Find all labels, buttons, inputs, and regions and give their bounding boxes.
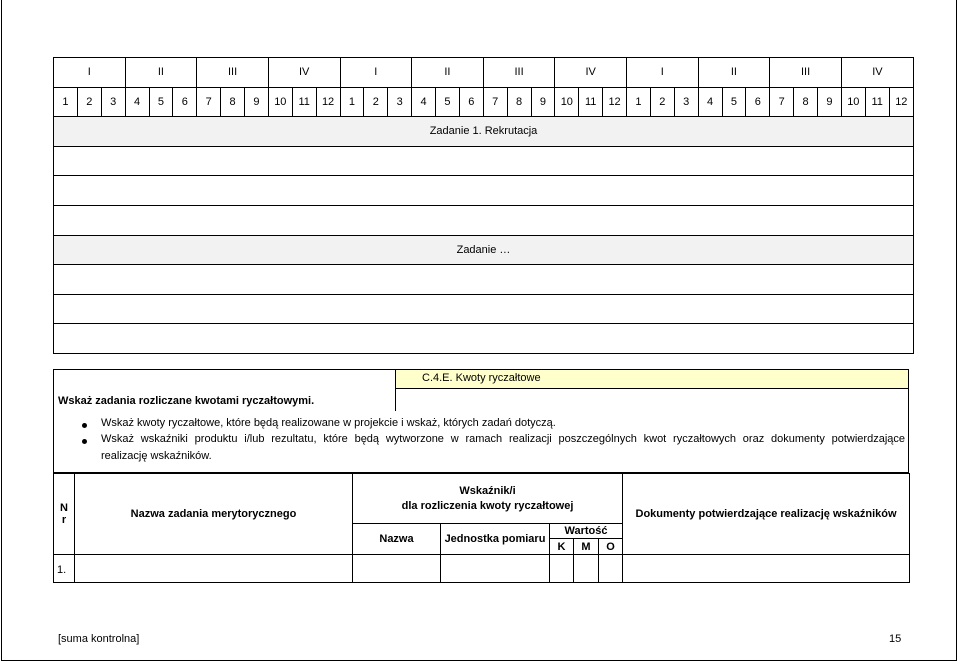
month-header: 11 bbox=[292, 87, 316, 117]
month-header: 3 bbox=[101, 87, 125, 117]
blank-row[interactable] bbox=[54, 146, 914, 176]
blank-row[interactable] bbox=[54, 265, 914, 295]
value-k-header: K bbox=[550, 539, 574, 555]
row-number: 1. bbox=[54, 555, 75, 583]
indicator-header-line2: dla rozliczenia kwoty ryczałtowej bbox=[401, 500, 574, 512]
blank-row[interactable] bbox=[54, 176, 914, 206]
lump-sum-section bbox=[53, 369, 909, 473]
month-header: 10 bbox=[268, 87, 292, 117]
value-m-header: M bbox=[574, 539, 599, 555]
month-header: 4 bbox=[698, 87, 722, 117]
month-header: 8 bbox=[221, 87, 245, 117]
month-header: 1 bbox=[627, 87, 651, 117]
unit-header: Jednostka pomiaru bbox=[441, 524, 550, 555]
month-header: 1 bbox=[340, 87, 364, 117]
month-header: 3 bbox=[388, 87, 412, 117]
schedule-table bbox=[53, 57, 914, 354]
month-header: 2 bbox=[650, 87, 674, 117]
guidance-item-2-line2: realizację wskaźników. bbox=[101, 450, 212, 462]
month-header: 4 bbox=[412, 87, 436, 117]
quarter-header: IV bbox=[841, 58, 913, 88]
month-header: 5 bbox=[149, 87, 173, 117]
nr-header-line2: r bbox=[61, 514, 67, 526]
section-guidance bbox=[54, 411, 908, 473]
indicator-header-line1: Wskaźnik/i bbox=[459, 485, 516, 497]
month-header: 11 bbox=[579, 87, 603, 117]
section-title-cell bbox=[396, 370, 908, 389]
month-header: 9 bbox=[531, 87, 555, 117]
month-header: 7 bbox=[483, 87, 507, 117]
quarter-header-row bbox=[54, 58, 914, 88]
indicators-table bbox=[53, 473, 910, 583]
quarter-header: III bbox=[483, 58, 555, 88]
month-header: 7 bbox=[770, 87, 794, 117]
month-header: 3 bbox=[674, 87, 698, 117]
month-header: 7 bbox=[197, 87, 221, 117]
value-o-cell[interactable] bbox=[599, 555, 623, 583]
indicator-name-cell[interactable] bbox=[353, 555, 441, 583]
month-header: 10 bbox=[555, 87, 579, 117]
month-header: 12 bbox=[316, 87, 340, 117]
quarter-header: II bbox=[698, 58, 770, 88]
month-header: 4 bbox=[125, 87, 149, 117]
month-header: 8 bbox=[507, 87, 531, 117]
section-instruction: Wskaż zadania rozliczane kwotami ryczałtowymi. bbox=[58, 395, 315, 407]
documents-cell[interactable] bbox=[623, 555, 910, 583]
quarter-header: IV bbox=[555, 58, 627, 88]
month-header: 11 bbox=[865, 87, 889, 117]
month-header: 6 bbox=[459, 87, 483, 117]
month-header: 5 bbox=[436, 87, 460, 117]
month-header: 12 bbox=[889, 87, 913, 117]
month-header: 12 bbox=[603, 87, 627, 117]
quarter-header: II bbox=[125, 58, 197, 88]
quarter-header: I bbox=[627, 58, 699, 88]
documents-header: Dokumenty potwierdzające realizację wskaźników bbox=[623, 474, 910, 555]
blank-row[interactable] bbox=[54, 324, 914, 354]
indicator-name-header: Nazwa bbox=[353, 524, 441, 555]
value-o-header: O bbox=[599, 539, 623, 555]
value-m-cell[interactable] bbox=[574, 555, 599, 583]
section-instruction-cell bbox=[54, 370, 396, 411]
bullet-icon bbox=[82, 423, 87, 428]
month-header: 9 bbox=[818, 87, 842, 117]
quarter-header: IV bbox=[268, 58, 340, 88]
month-header: 1 bbox=[54, 87, 78, 117]
month-header: 6 bbox=[173, 87, 197, 117]
blank-row[interactable] bbox=[54, 205, 914, 235]
guidance-item-2-line1: Wskaż wskaźniki produktu i/lub rezultatu, które będą wytworzone w ramach realizacji poszczególnych kwot ryczałtowych oraz dokumenty potwierdzające bbox=[101, 433, 905, 445]
month-header: 8 bbox=[794, 87, 818, 117]
month-header: 6 bbox=[746, 87, 770, 117]
task-more-row: Zadanie … bbox=[54, 235, 914, 265]
page-number: 15 bbox=[889, 633, 902, 645]
bullet-icon bbox=[82, 439, 87, 444]
quarter-header: I bbox=[340, 58, 412, 88]
nr-header bbox=[54, 474, 75, 555]
month-header: 2 bbox=[364, 87, 388, 117]
section-title: C.4.E. Kwoty ryczałtowe bbox=[422, 372, 541, 384]
month-header: 9 bbox=[245, 87, 269, 117]
unit-cell[interactable] bbox=[441, 555, 550, 583]
quarter-header: II bbox=[412, 58, 484, 88]
checksum-label: [suma kontrolna] bbox=[58, 633, 140, 645]
month-header-row bbox=[54, 87, 914, 117]
quarter-header: I bbox=[54, 58, 126, 88]
blank-row[interactable] bbox=[54, 294, 914, 324]
month-header: 2 bbox=[77, 87, 101, 117]
value-header: Wartość bbox=[550, 524, 623, 539]
indicator-header bbox=[353, 474, 623, 524]
task-name-header: Nazwa zadania merytorycznego bbox=[75, 474, 353, 555]
month-header: 5 bbox=[722, 87, 746, 117]
value-k-cell[interactable] bbox=[550, 555, 574, 583]
task1-row: Zadanie 1. Rekrutacja bbox=[54, 117, 914, 147]
quarter-header: III bbox=[770, 58, 842, 88]
nr-header-line1: N bbox=[60, 502, 68, 514]
task-name-cell[interactable] bbox=[75, 555, 353, 583]
guidance-item-1: Wskaż kwoty ryczałtowe, które będą realizowane w projekcie i wskaż, których zadań dotyczą. bbox=[101, 417, 556, 429]
month-header: 10 bbox=[841, 87, 865, 117]
quarter-header: III bbox=[197, 58, 269, 88]
